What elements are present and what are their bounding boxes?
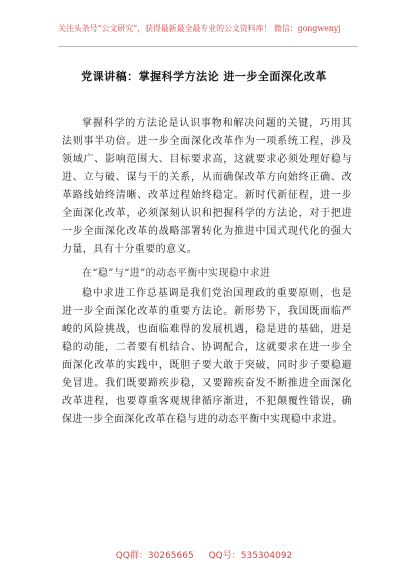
header-banner: 关注头条号“公文研究”，获得最新最全最专业的公文资料库！ 微信：gongwenyj: [58, 24, 341, 33]
qq-group-link[interactable]: QQ群：30265665: [115, 551, 194, 561]
qq-number-link[interactable]: QQ号：535304092: [208, 551, 293, 561]
footer-contact: [0, 548, 408, 561]
header-divider: [58, 46, 358, 47]
body-paragraph: 掌握科学的方法论是认识事物和解决问题的关键，巧用其法则事半功倍。进一步全面深化改革作为一项系统工程，涉及领域广、影响范围大、目标要求高，这就要求必须处理好稳与进、立与破、谋与干的关系，从而确保改革方向始终正确、改革路线始终清晰、改革过程始终稳定。新时代新征程，进一步全面深化改革，必须深刻认识和把握科学的方法论，对于把进一步全面深化改革的战略部署转化为推进中国式现代化的强大力量，具有十分重要的意义。: [62, 118, 352, 255]
section-heading: 在“稳”与“进”的动态平衡中实现稳中求进: [82, 268, 271, 279]
document-title: 党课讲稿：掌握科学方法论 进一步全面深化改革: [81, 70, 327, 83]
body-paragraph: 稳中求进工作总基调是我们党治国理政的重要原则，也是进一步全面深化改革的重要方法论。新形势下，我国既面临严峻的风险挑战，也面临难得的发展机遇，稳是进的基础，进是稳的动能，二者要有机结合、协调配合，这就要求在进一步全面深化改革的实践中，既胆子要大敢于突破，同时步子要稳避免冒进。我们既要蹄疾步稳，又要蹄疾奋发不断推进全面深化改革进程，也要尊重客观规律循序渐进，不犯颠覆性错误，确保进一步全面深化改革在稳与进的动态平衡中实现稳中求进。: [62, 288, 352, 425]
document-body: [62, 115, 352, 429]
